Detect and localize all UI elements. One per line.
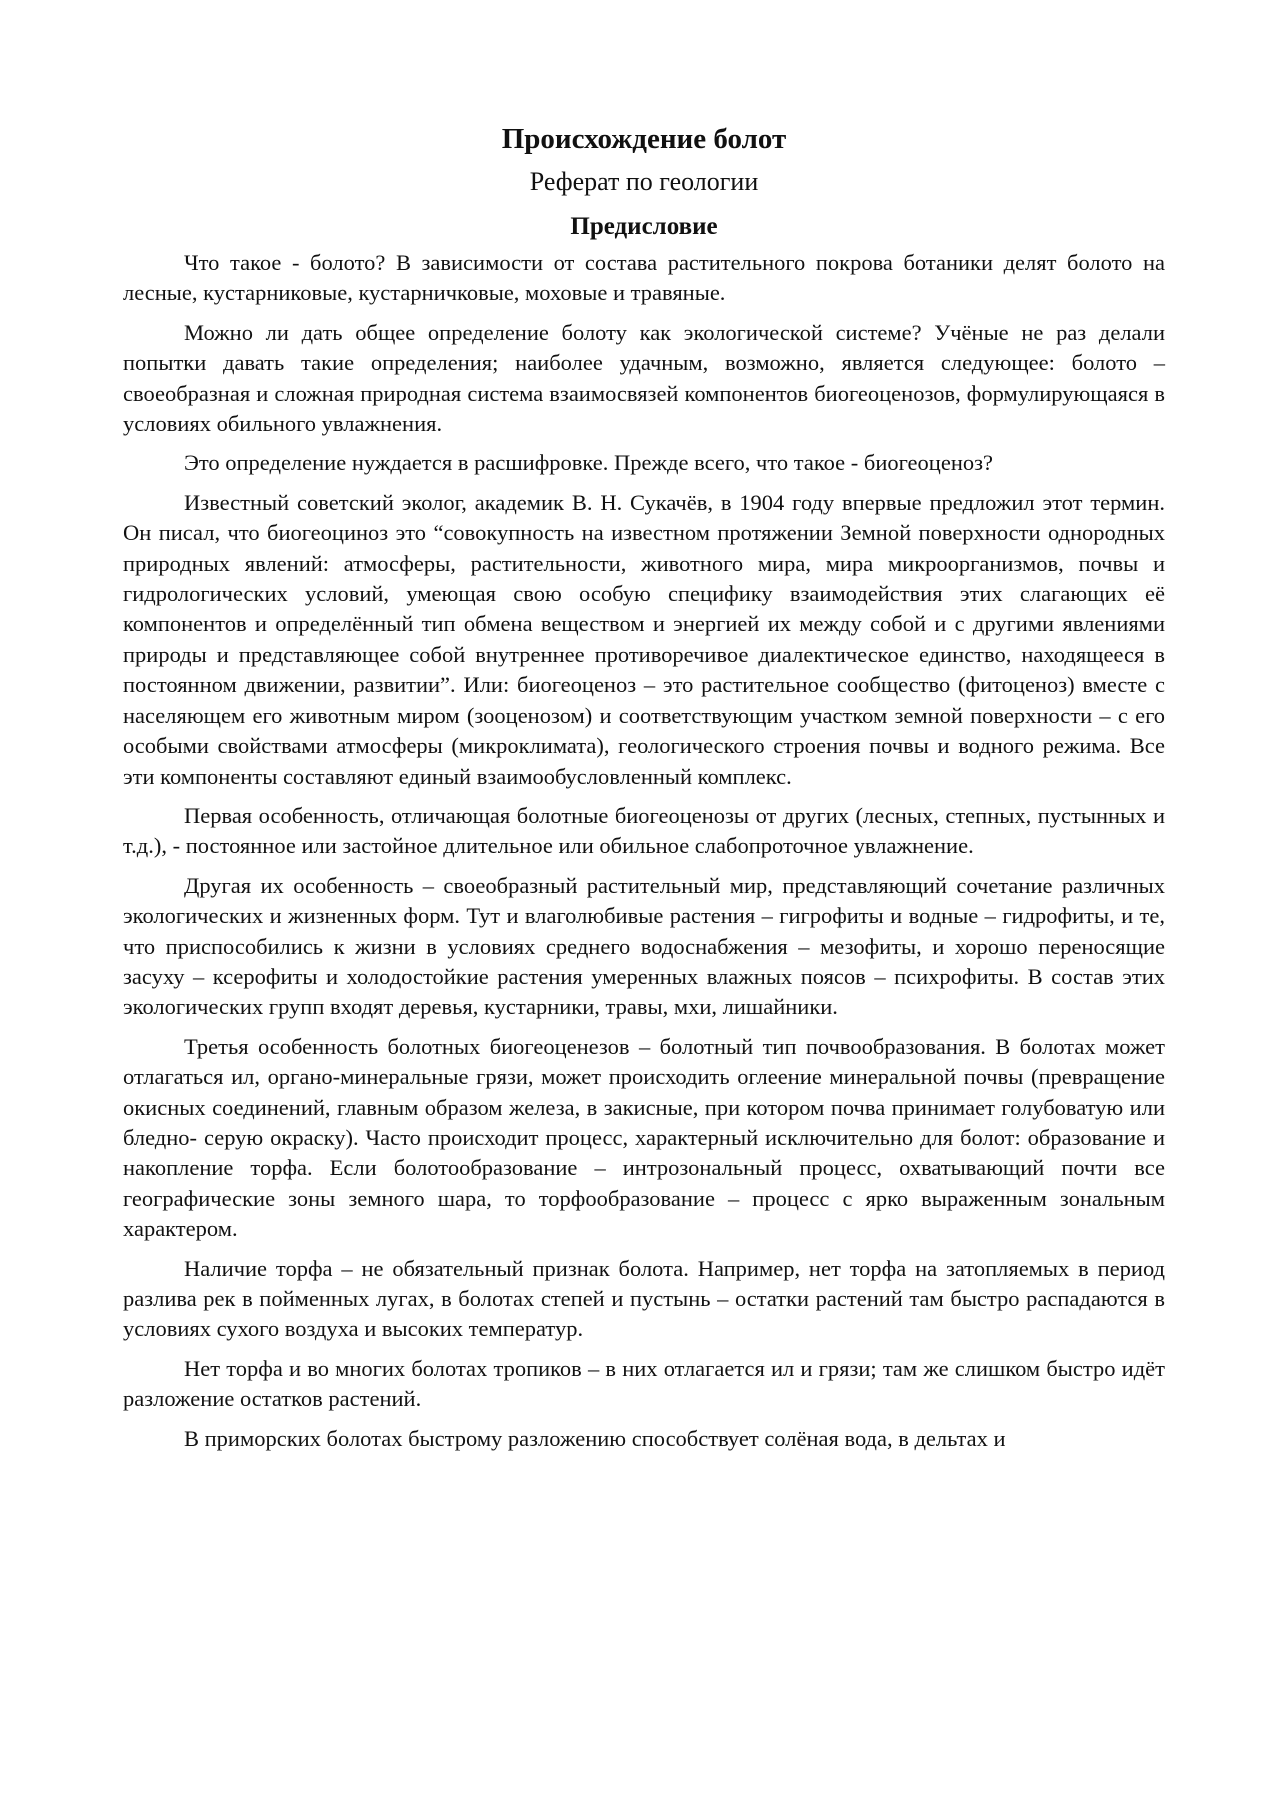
paragraph: Это определение нуждается в расшифровке. Прежде всего, что такое - биогеоценоз? xyxy=(184,450,993,476)
document-title: Происхождение болот xyxy=(501,123,787,155)
paragraph: Что такое - болото? В зависимости от состава растительного покрова ботаники делят болото на лесные, кустарниковые, кустарничковые, моховые и травяные. xyxy=(123,250,1165,306)
document-subtitle: Реферат по геологии xyxy=(529,167,759,196)
paragraph: Можно ли дать общее определение болоту как экологической системе? Учёные не раз делали попытки давать такие определения; наиболее удачным, возможно, является следующее: болото – своеобразная и сложная природная система взаимосвязей компонентов биогеоценозов, формулирующаяся в условиях обильного увлажнения. xyxy=(123,319,1165,437)
paragraph: Нет торфа и во многих болотах тропиков – в них отлагается ил и грязи; там же слишком быстро идёт разложение остатков растений. xyxy=(123,1355,1165,1412)
paragraph: Другая их особенность – своеобразный растительный мир, представляющий сочетание различных экологических и жизненных форм. Тут и влаголюбивые растения – гигрофиты и водные – гидрофиты, и те, что приспособились к жизни в условиях среднего водоснабжения – мезофиты, и хорошо переносящие засуху – ксерофиты и холодостойкие растения умеренных влажных поясов – психрофиты. В состав этих экологических групп входят деревья, кустарники, травы, мхи, лишайники. xyxy=(123,872,1165,1020)
paragraph: Первая особенность, отличающая болотные биогеоценозы от других (лесных, степных, пустынных и т.д.), - постоянное или застойное длительное или обильное слабопроточное увлажнение. xyxy=(123,802,1165,859)
paragraph: В приморских болотах быстрому разложению способствует солёная вода, в дельтах и xyxy=(184,1425,1006,1451)
paragraph: Известный советский эколог, академик В. Н. Сукачёв, в 1904 году впервые предложил этот термин. Он писал, что биогеоцинoз это “совокупность на известном протяжении Земной поверхности однородных природных явлений: атмосферы, растительности, животного мира, мира микроорганизмов, почвы и гидрологических условий, умеющая свою особую специфику взаимодействия этих слагающих её компонентов и определённый тип обмена веществом и энергией их между собой и с другими явлениями природы и представляющее собой внутреннее противоречивое диалектическое единство, находящееся в постоянном движении, развитии”. Или: биогеоценоз – это растительное сообщество (фитоценоз) вместе с населяющем его животным миром (зооценозом) и соответствующим участком земной поверхности – с его особыми свойствами атмосферы (микроклимата), геологического строения почвы и водного режима. Все эти компоненты составляют единый взаимообусловленный комплекс. xyxy=(123,489,1165,789)
paragraph: Наличие торфа – не обязательный признак болота. Например, нет торфа на затопляемых в период разлива рек в пойменных лугах, в болотах степей и пустынь – остатки растений там быстро распадаются в условиях сухого воздуха и высоких температур. xyxy=(123,1255,1165,1342)
section-heading: Предисловие xyxy=(570,213,718,240)
document-content xyxy=(123,120,1165,1463)
paragraph: Третья особенность болотных биогеоценезов – болотный тип почвообразования. В болотах может отлагаться ил, органо-минеральные грязи, может происходить оглеение минеральной почвы (превращение окисных соединений, главным образом железа, в закисные, при котором почва принимает голубоватую или бледно- серую окраску). Часто происходит процесс, характерный исключительно для болот: образование и накопление торфа. Если болотообразование – интрозональный процесс, охватывающий почти все географические зоны земного шара, то торфообразование – процесс с ярко выраженным зональным характером. xyxy=(123,1033,1165,1242)
